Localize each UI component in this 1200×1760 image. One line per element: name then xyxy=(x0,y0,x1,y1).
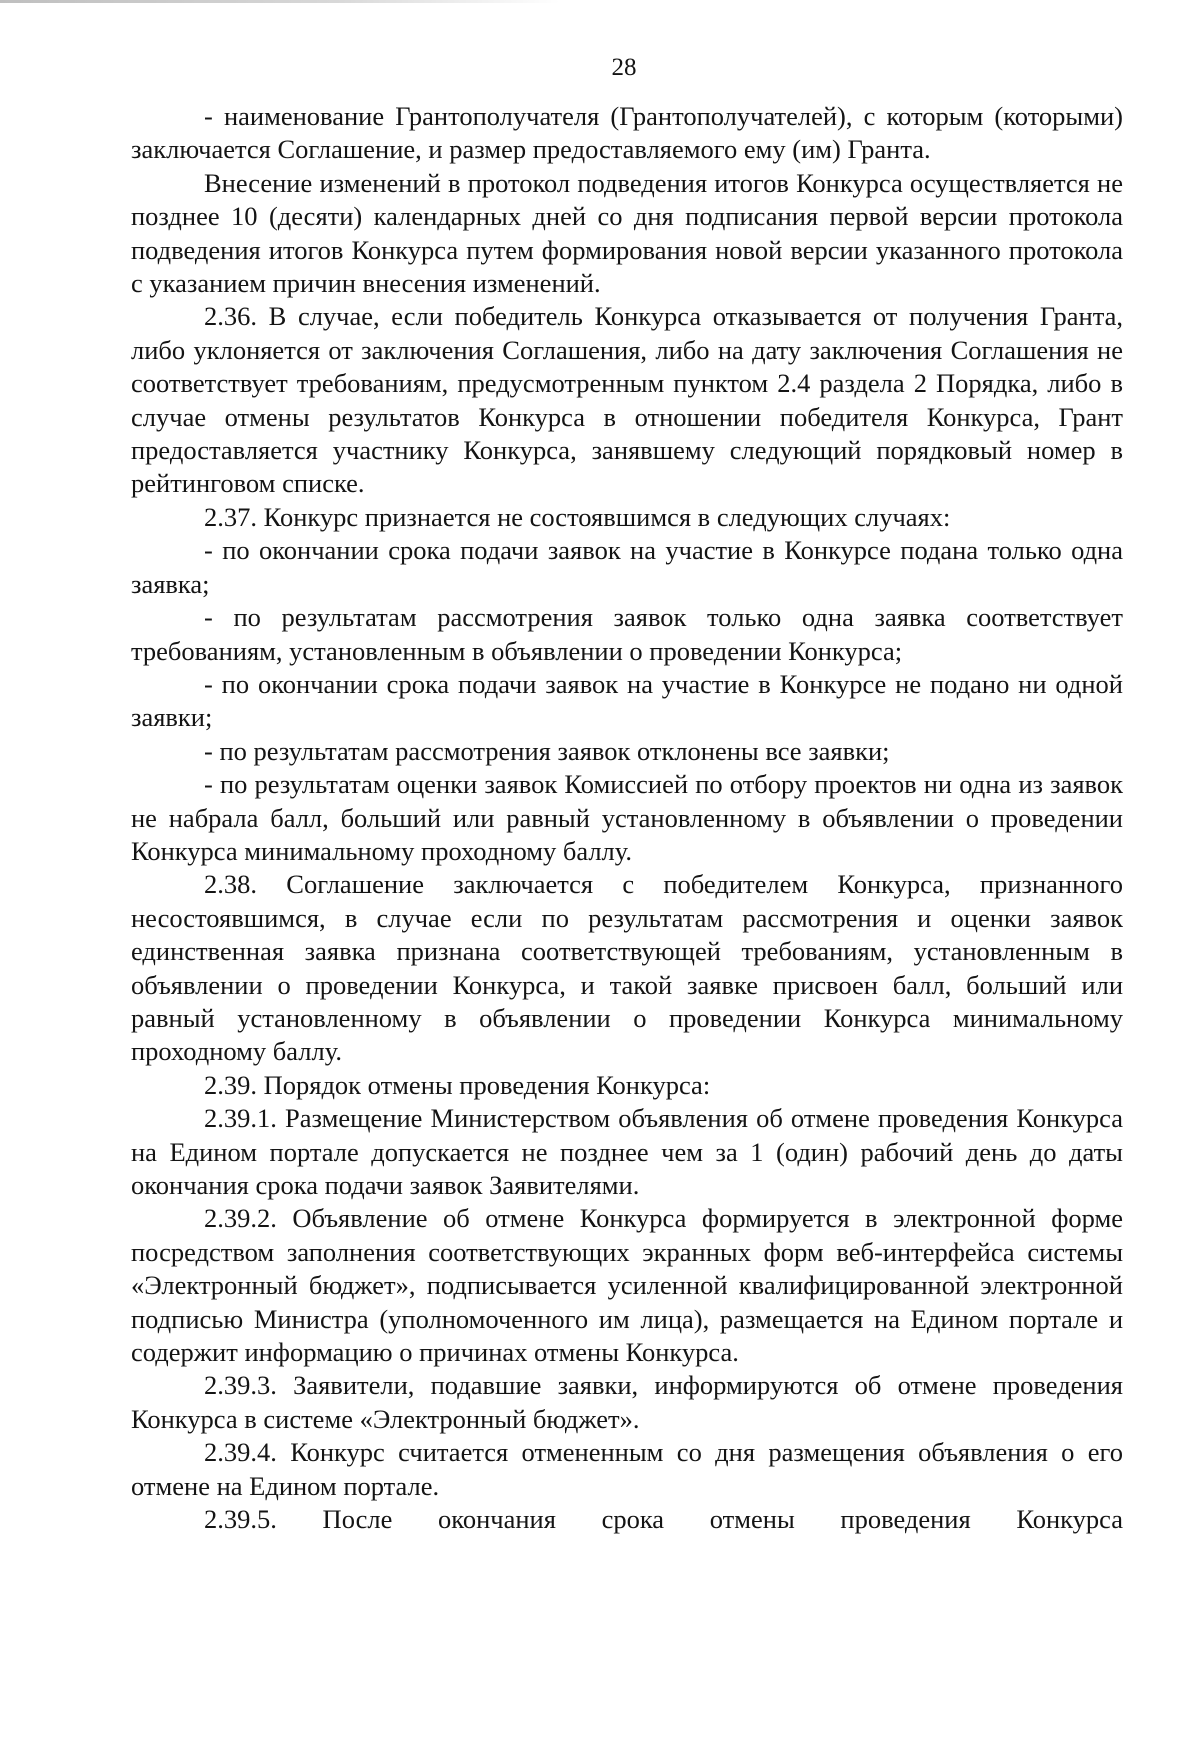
paragraph-2-39: 2.39. Порядок отмены проведения Конкурса: xyxy=(204,1069,711,1100)
document-body xyxy=(131,100,1123,1536)
paragraph-grant-recipient: - наименование Грантополучателя (Грантополучателей), с которым (которыми) заключается Соглашение, и размер предоставляемого ему (им) Гранта. xyxy=(131,101,1123,165)
paragraph-2-39-1: 2.39.1. Размещение Министерством объявления об отмене проведения Конкурса на Едином портале допускается не позднее чем за 1 (один) рабочий день до даты окончания срока подачи заявок Заявителями. xyxy=(131,1103,1123,1200)
paragraph-2-37: 2.37. Конкурс признается не состоявшимся в следующих случаях: xyxy=(204,501,951,532)
paragraph-protocol-changes: Внесение изменений в протокол подведения итогов Конкурса осуществляется не позднее 10 (десяти) календарных дней со дня подписания первой версии протокола подведения итогов Конкурса путем формирования новой версии указанного протокола с указанием причин внесения изменений. xyxy=(131,167,1123,299)
paragraph-2-39-3: 2.39.3. Заявители, подавшие заявки, информируются об отмене проведения Конкурса в системе «Электронный бюджет». xyxy=(131,1370,1123,1434)
list-item-one-compliant: - по результатам рассмотрения заявок только одна заявка соответствует требованиям, установленным в объявлении о проведении Конкурса; xyxy=(131,602,1123,666)
list-item-below-minimum: - по результатам оценки заявок Комиссией по отбору проектов ни одна из заявок не набрала балл, больший или равный установленному в объявлении о проведении Конкурса минимальному проходному баллу. xyxy=(131,769,1123,866)
list-item-one-application: - по окончании срока подачи заявок на участие в Конкурсе подана только одна заявка; xyxy=(131,535,1123,599)
paragraph-2-36: 2.36. В случае, если победитель Конкурса отказывается от получения Гранта, либо уклоняется от заключения Соглашения, либо на дату заключения Соглашения не соответствует требованиям, предусмотренным пунктом 2.4 раздела 2 Порядка, либо в случае отмены результатов Конкурса в отношении победителя Конкурса, Грант предоставляется участнику Конкурса, занявшему следующий порядковый номер в рейтинговом списке. xyxy=(131,301,1123,499)
blank-page-footer xyxy=(0,1620,1200,1760)
list-item-no-applications: - по окончании срока подачи заявок на участие в Конкурсе не подано ни одной заявки; xyxy=(131,668,1123,733)
paragraph-2-39-5: 2.39.5. После окончания срока отмены проведения Конкурса xyxy=(204,1504,1123,1535)
list-item-all-rejected: - по результатам рассмотрения заявок отклонены все заявки; xyxy=(204,735,890,766)
paragraph-2-39-4: 2.39.4. Конкурс считается отмененным со дня размещения объявления о его отмене на Едином портале. xyxy=(131,1437,1123,1501)
page-number: 28 xyxy=(611,54,637,81)
scan-edge-artifact xyxy=(0,0,560,3)
paragraph-2-39-2: 2.39.2. Объявление об отмене Конкурса формируется в электронной форме посредством заполнения соответствующих экранных форм веб-интерфейса системы «Электронный бюджет», подписывается усиленной квалифицированной электронной подписью Министра (уполномоченного им лица), размещается на Едином портале и содержит информацию о причинах отмены Конкурса. xyxy=(131,1203,1123,1368)
paragraph-2-38: 2.38. Соглашение заключается с победителем Конкурса, признанного несостоявшимся, в случае если по результатам рассмотрения и оценки заявок единственная заявка признана соответствующей требованиям, установленным в объявлении о проведении Конкурса, и такой заявке присвоен балл, больший или равный установленному в объявлении о проведении Конкурса минимальному проходному баллу. xyxy=(131,869,1123,1067)
